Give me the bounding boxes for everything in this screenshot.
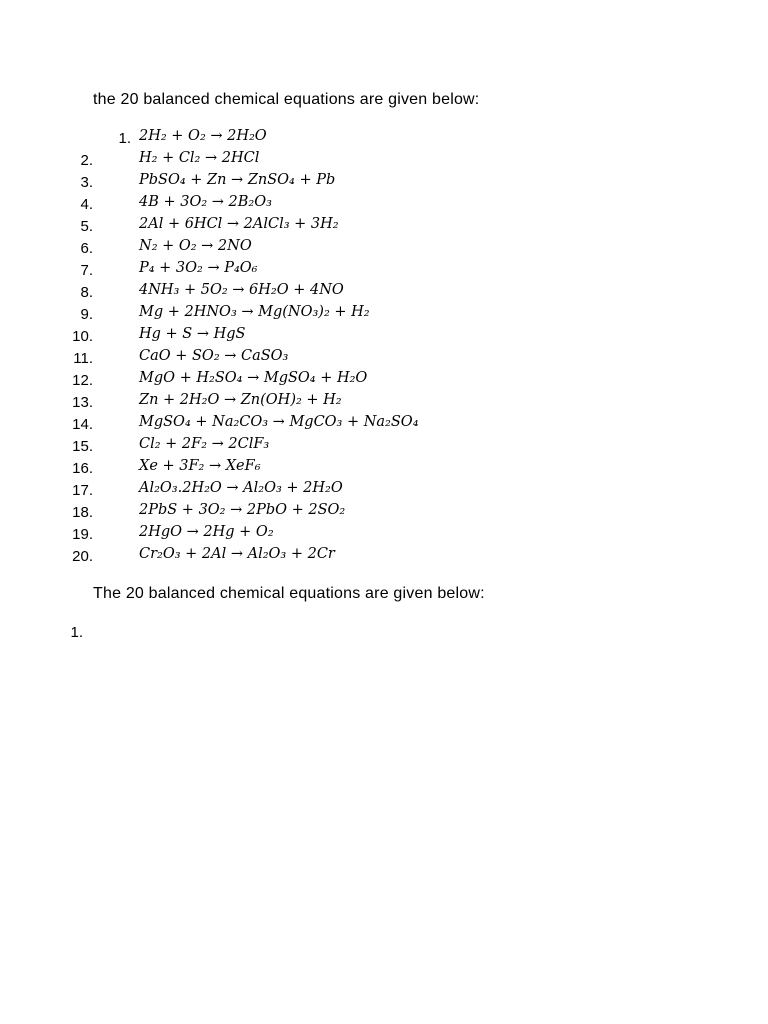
- equation-text: H₂ + Cl₂ → 2HCl: [139, 150, 260, 166]
- equation-text: 2HgO → 2Hg + O₂: [139, 524, 274, 540]
- page-heading-repeat: The 20 balanced chemical equations are given below:: [93, 585, 485, 602]
- equation-number: 11.: [73, 350, 93, 367]
- equation-number: 4.: [80, 196, 93, 213]
- equation-text: 2H₂ + O₂ → 2H₂O: [139, 128, 267, 144]
- equation-text: 4NH₃ + 5O₂ → 6H₂O + 4NO: [139, 282, 344, 298]
- equation-number: 19.: [72, 526, 93, 543]
- equation-number: 15.: [72, 438, 93, 455]
- equation-text: Cl₂ + 2F₂ → 2ClF₃: [139, 436, 270, 452]
- equation-number: 20.: [72, 548, 93, 565]
- equation-text: 2PbS + 3O₂ → 2PbO + 2SO₂: [139, 502, 346, 518]
- page-heading: the 20 balanced chemical equations are given below:: [93, 91, 480, 108]
- equation-number: 14.: [72, 416, 93, 433]
- equation-text: Hg + S → HgS: [139, 326, 246, 342]
- equation-number: 7.: [80, 262, 93, 279]
- equation-number: 9.: [80, 306, 93, 323]
- equation-text: Xe + 3F₂ → XeF₆: [139, 458, 261, 474]
- equation-number: 13.: [72, 394, 93, 411]
- equation-number: 12.: [72, 372, 93, 389]
- equation-number: 1.: [118, 130, 131, 147]
- equation-number: 2.: [80, 152, 93, 169]
- equation-number: 5.: [80, 218, 93, 235]
- equation-text: 2Al + 6HCl → 2AlCl₃ + 3H₂: [139, 216, 339, 232]
- equation-text: MgO + H₂SO₄ → MgSO₄ + H₂O: [139, 370, 368, 386]
- equation-text: N₂ + O₂ → 2NO: [139, 238, 252, 254]
- equation-text: MgSO₄ + Na₂CO₃ → MgCO₃ + Na₂SO₄: [139, 414, 419, 430]
- equation-number: 17.: [72, 482, 93, 499]
- equation-text: P₄ + 3O₂ → P₄O₆: [139, 260, 258, 276]
- equation-number: 18.: [72, 504, 93, 521]
- equation-number: 10.: [72, 328, 93, 345]
- equation-text: 4B + 3O₂ → 2B₂O₃: [139, 194, 272, 210]
- equation-number: 8.: [80, 284, 93, 301]
- equation-number: 16.: [72, 460, 93, 477]
- equation-text: Mg + 2HNO₃ → Mg(NO₃)₂ + H₂: [139, 304, 370, 320]
- equation-number: 3.: [80, 174, 93, 191]
- equation-text: Al₂O₃.2H₂O → Al₂O₃ + 2H₂O: [139, 480, 343, 496]
- equation-text: PbSO₄ + Zn → ZnSO₄ + Pb: [139, 172, 336, 188]
- equation-number: 6.: [80, 240, 93, 257]
- equation-text: CaO + SO₂ → CaSO₃: [139, 348, 289, 364]
- equation-text: Cr₂O₃ + 2Al → Al₂O₃ + 2Cr: [139, 546, 335, 562]
- equation-text: Zn + 2H₂O → Zn(OH)₂ + H₂: [139, 392, 342, 408]
- second-list-number: 1.: [70, 624, 83, 641]
